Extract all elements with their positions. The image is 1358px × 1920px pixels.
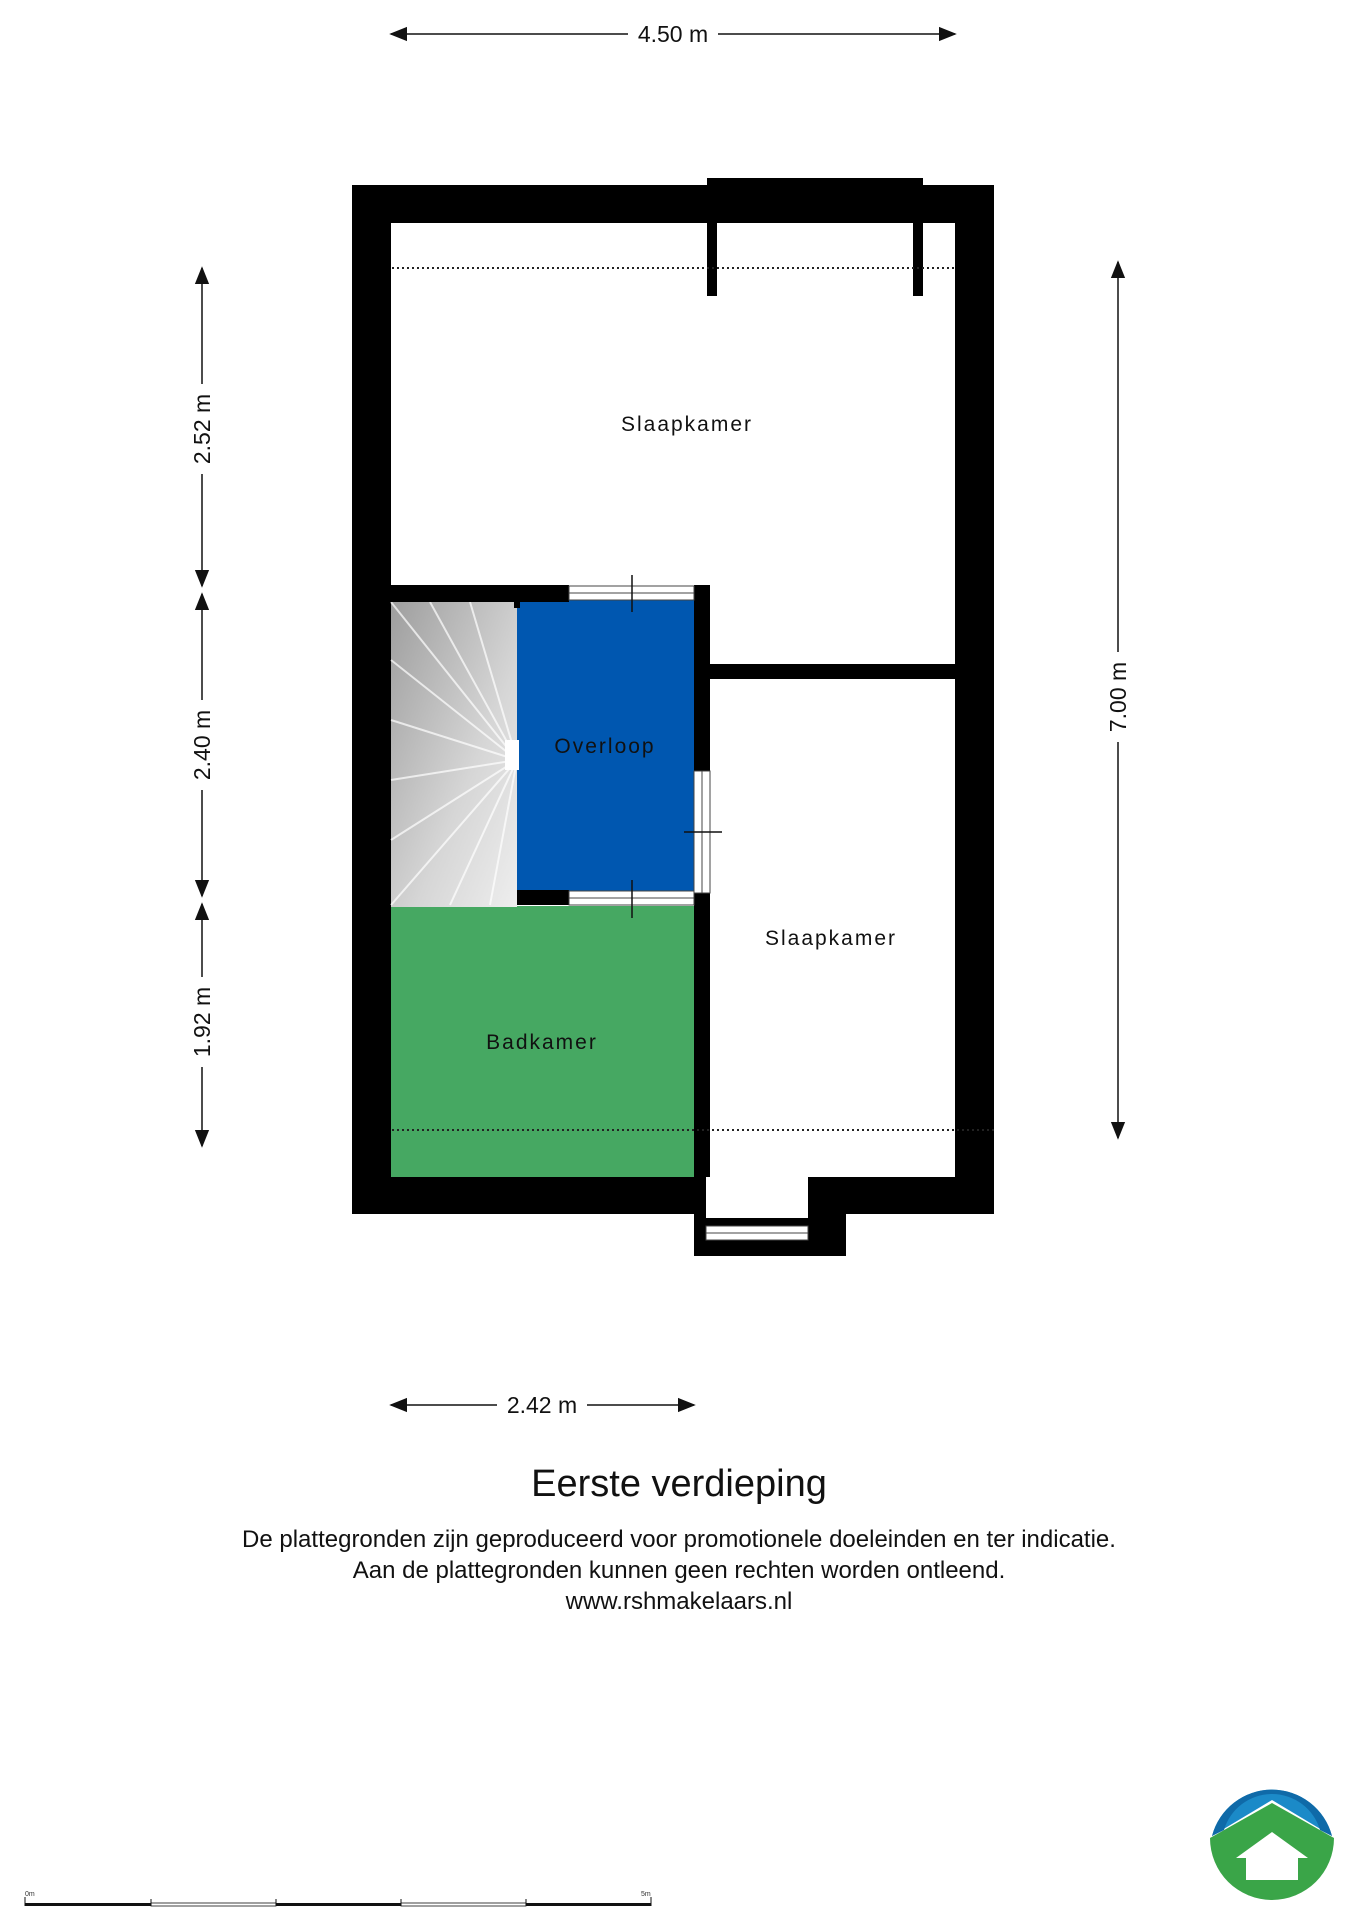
- notch-wall-left: [694, 1177, 706, 1256]
- room-label-bathroom: Badkamer: [486, 1031, 598, 1054]
- floor-title: Eerste verdieping: [531, 1463, 827, 1505]
- dim-right-total: 7.00 m: [1105, 661, 1131, 733]
- wall-landing-top: [391, 585, 569, 602]
- scale-end-label: 5m: [641, 1891, 651, 1898]
- website-url: www.rshmakelaars.nl: [565, 1588, 793, 1615]
- wall-center-vertical-lower: [694, 893, 710, 1177]
- dim-left-upper: 2.52 m: [189, 393, 215, 465]
- wall-bedroom-divider: [694, 664, 955, 679]
- wall-landing-bottom: [517, 890, 569, 905]
- dim-top-width: 4.50 m: [637, 21, 709, 47]
- disclaimer-line-2: Aan de plattegronden kunnen geen rechten worden ontleend.: [352, 1557, 1006, 1584]
- window-bottom: [706, 1226, 808, 1240]
- staircase: [391, 602, 519, 907]
- room-label-bedroom-top: Slaapkamer: [620, 413, 754, 436]
- wall-stair-landing: [514, 602, 520, 608]
- room-label-landing: Overloop: [554, 735, 656, 758]
- dim-left-lower: 1.92 m: [189, 986, 215, 1058]
- disclaimer-line-1: De plattegronden zijn geproduceerd voor promotionele doeleinden en ter indicatie.: [242, 1526, 1116, 1553]
- room-label-bedroom-right: Slaapkamer: [764, 927, 898, 950]
- dim-left-middle: 2.40 m: [189, 709, 215, 781]
- scale-start-label: 0m: [25, 1891, 35, 1898]
- house-logo-icon: [1210, 1790, 1334, 1900]
- dim-bottom-width: 2.42 m: [506, 1392, 578, 1418]
- notch-wall-right: [808, 1177, 846, 1256]
- scale-bar: [25, 1897, 651, 1906]
